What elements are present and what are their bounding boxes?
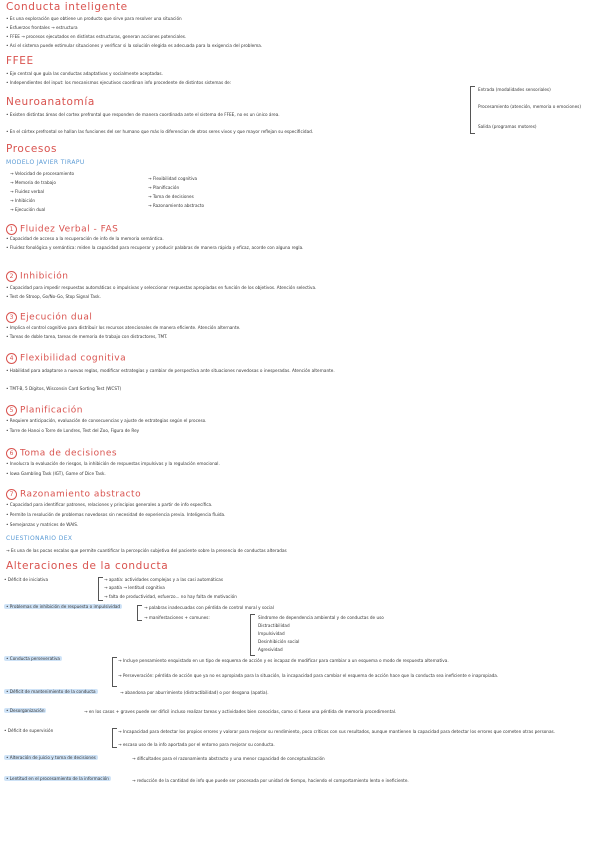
section-number: 7 — [6, 489, 17, 500]
bullet-line: • Semejanzas y matrices de WAIS. — [6, 522, 79, 527]
bracket — [137, 605, 142, 621]
list-item: → Fluidez verbal — [10, 189, 45, 194]
alteration-detail: → reducción de la cantidad de info que puede ser procesada por unidad de tiempo, haciendo el comportamiento lento e ineficiente. — [132, 778, 409, 783]
bullet-line: • Capacidad para identificar patrones, relaciones y principios generales a partir de info específica. — [6, 502, 213, 507]
bullet-line: • Es una exploración que obtiene un producto que sirve para resolver una situación — [6, 16, 182, 21]
bullet-line: • Implica el control cognitivo para distribuir los recursos atencionales de manera eficiente. Atención alternante. — [6, 325, 241, 330]
section-title: Toma de decisiones — [20, 448, 118, 459]
alteration-label: • Déficit de supervisión — [4, 728, 54, 733]
alteration-label-text: • Déficit de mantenimiento de la conducta — [6, 689, 96, 694]
manifestation-item: Agresividad — [258, 647, 283, 652]
alteration-label — [4, 656, 62, 661]
bullet-line: • Test de Stroop, Go/No-Go, Stop Signal Task. — [6, 294, 101, 299]
alteration-detail: → Perseveración: pérdida de acción que ya no es apropiada para la situación, la incapacidad para cambiar el esquema de acción hace que la conducta sea ineficiente e inapropiada. — [118, 673, 499, 678]
section-title: Razonamiento abstracto — [20, 489, 142, 500]
model-title: MODELO JAVIER TIRAPU — [6, 159, 85, 166]
side-item: Salida (programas motores) — [478, 124, 537, 129]
section-number: 2 — [6, 271, 17, 282]
alteration-label — [4, 754, 128, 762]
list-item: → Razonamiento abstracto — [148, 203, 205, 208]
manifestation-item: Desinhibición social — [258, 639, 300, 644]
bullet-line: • Permite la resolución de problemas novedosos sin necesidad de experiencia previa. Inteligencia fluida. — [6, 512, 226, 517]
alteration-label-text: • Alteración de juicio y toma de decisiones — [6, 755, 96, 760]
section-number: 6 — [6, 448, 17, 459]
section-heading — [6, 307, 92, 326]
alteration-detail: → palabras inadecuadas con pérdida de control moral y social — [144, 605, 274, 610]
bracket — [98, 577, 103, 601]
section-title: Planificación — [20, 405, 83, 416]
heading-alteraciones: Alteraciones de la conducta — [6, 560, 169, 572]
section-title: Fluidez Verbal - FAS — [20, 224, 119, 235]
section-heading — [6, 400, 83, 419]
heading-cuestionario-dex: CUESTIONARIO DEX — [6, 535, 73, 542]
list-item: → Toma de decisiones — [148, 194, 194, 199]
section-title: Inhibición — [20, 271, 69, 282]
list-item: → Inhibición — [10, 198, 36, 203]
list-item: → Velocidad de procesamiento — [10, 171, 75, 176]
alteration-detail: → manifestaciones + comunes: — [144, 615, 210, 620]
alteration-detail: → falta de productividad, esfuerzo... no hay falta de motivación — [104, 594, 237, 599]
section-heading — [6, 348, 126, 367]
manifestation-item: Impulsividad — [258, 631, 285, 636]
alteration-label — [4, 688, 116, 696]
side-item: Entrada (modalidades sensoriales) — [478, 87, 551, 92]
bullet-line: • Habilidad para adaptarse a nuevas reglas, modificar estrategias y cambiar de perspectiva ante situaciones novedosas o inesperadas. Atención alternante. — [6, 368, 335, 373]
bullet-line: • Independientes del input: los mecanismos ejecutivos coordinan info procedente de distintos sistemas de: — [6, 80, 232, 85]
bullet-line: • FFEE → procesos ejecutados en distintas estructuras, generan acciones potenciales. — [6, 34, 187, 39]
alteration-label — [4, 708, 46, 713]
bullet-line: • Torre de Hanoi o Torre de Londres, Test del Zoo, Figura de Rey — [6, 428, 140, 433]
alteration-detail: → dificultades para el razonamiento abstracto y una menor capacidad de conceptualización — [132, 756, 325, 761]
section-heading — [6, 443, 117, 462]
alteration-label-text: • Desorganización — [6, 708, 45, 713]
manifestation-item: Síndrome de dependencia ambiental y de conductas de uso — [258, 615, 384, 620]
manifestation-item: Distractibilidad — [258, 623, 290, 628]
alteration-detail: → apatía: actividades complejas y a las casi automáticas — [104, 577, 224, 582]
bullet-line: • Requiere anticipación, evaluación de consecuencias y ajuste de estrategias según el proceso. — [6, 418, 207, 423]
bullet-line: • Eje central que guía las conductas adaptativas y socialmente aceptadas. — [6, 71, 163, 76]
alteration-label-text: • Problemas de inhibición de respuesta o impulsividad — [6, 604, 121, 609]
alteration-detail: → abandona por aburrimiento (distractibilidad) o por desgana (apatía). — [120, 690, 269, 695]
list-item: → Planificación — [148, 185, 180, 190]
alteration-detail: → en los casos + graves puede ser difícil incluso realizar tareas y actividades bien conocidas, como si fuese una pérdida de memoria procedimental. — [84, 709, 397, 714]
alteration-detail: → escaso uso de la info aportada por el entorno para mejorar su conducta. — [118, 742, 275, 747]
section-heading — [6, 484, 141, 503]
list-item: → Memoria de trabajo — [10, 180, 56, 185]
alteration-detail: → Incapacidad para detectar los propios errores y valorar para mejorar su rendimiento, poco críticos con sus resultados, aunque mantienen la capacidad para detectar los errores que cometen otras personas. — [118, 729, 556, 734]
bullet-line: • Tareas de doble tarea, tareas de memoria de trabajo con distractores, TMT. — [6, 334, 168, 339]
bracket — [112, 728, 117, 748]
section-number: 3 — [6, 312, 17, 323]
dex-description: → Es una de las pocas escalas que permite cuantificar la percepción subjetiva del paciente sobre la presencia de conductas alteradas — [6, 548, 287, 553]
heading-neuroanatomia: Neuroanatomía — [6, 96, 95, 108]
bullet-line: • Existen distintas áreas del cortex prefrontal que responden de manera coordinada ante el sistema de FFEE, no es un único área. — [6, 112, 280, 117]
bullet-line: • Capacidad de acceso a la recuperación de info de la memoria semántica. — [6, 236, 164, 241]
section-number: 4 — [6, 353, 17, 364]
alteration-label — [4, 603, 132, 611]
bracket — [470, 86, 475, 134]
bullet-line: • Iowa Gambling Task (IGT), Game of Dice Task. — [6, 471, 106, 476]
section-title: Ejecución dual — [20, 312, 93, 323]
bullet-line: • Así el sistema puede estimular situaciones y verificar si la solución elegida es adecuada para la exigencia del problema. — [6, 43, 263, 48]
section-number: 5 — [6, 405, 17, 416]
heading-conducta-inteligente: Conducta inteligente — [6, 1, 128, 13]
bullet-line: • TMT-B, 5 Dígitos, Wisconsin Card Sorting Test (WCST) — [6, 386, 122, 391]
section-number: 1 — [6, 224, 17, 235]
side-item: Procesamiento (atención, memoria o emociones) — [478, 104, 581, 109]
bracket — [250, 614, 255, 656]
list-item: → Flexibilidad cognitiva — [148, 176, 198, 181]
alteration-label-text: • Lentitud en el procesamiento de la información — [6, 776, 109, 781]
alteration-detail: → Incluye pensamiento enquistado en un tipo de esquema de acción y es incapaz de modificar para cambiar a un esquema o modo de respuesta alternativa. — [118, 658, 449, 663]
bracket — [112, 657, 117, 687]
heading-ffee: FFEE — [6, 55, 34, 67]
section-heading — [6, 266, 68, 285]
bullet-line: • En el córtex prefrontal se hallan las funciones del ser humano que más lo diferencian de otros seres vivos y que mayor reflejan su especificidad. — [6, 129, 314, 134]
section-title: Flexibilidad cognitiva — [20, 353, 127, 364]
bullet-line: • Esfuerzos frontales → estructura — [6, 25, 78, 30]
alteration-label — [4, 775, 128, 783]
heading-procesos: Procesos — [6, 143, 58, 155]
alteration-label: • Déficit de iniciativa — [4, 577, 49, 582]
bullet-line: • Involucra la evaluación de riesgos, la inhibición de respuestas impulsivas y la regulación emocional. — [6, 461, 220, 466]
bullet-line: • Capacidad para impedir respuestas automáticas o impulsivas y seleccionar respuestas apropiadas en función de los objetivos. Atención selectiva. — [6, 285, 317, 290]
alteration-detail: → apatía → lentitud cognitiva — [104, 585, 165, 590]
bullet-line: • Fluidez fonológica y semántica: miden la capacidad para recuperar y producir palabras de manera rápida y eficaz, acorde con alguna regla. — [6, 245, 304, 250]
alteration-label-text: • Conducta perseverativa — [6, 656, 60, 661]
list-item: → Ejecución dual — [10, 207, 46, 212]
